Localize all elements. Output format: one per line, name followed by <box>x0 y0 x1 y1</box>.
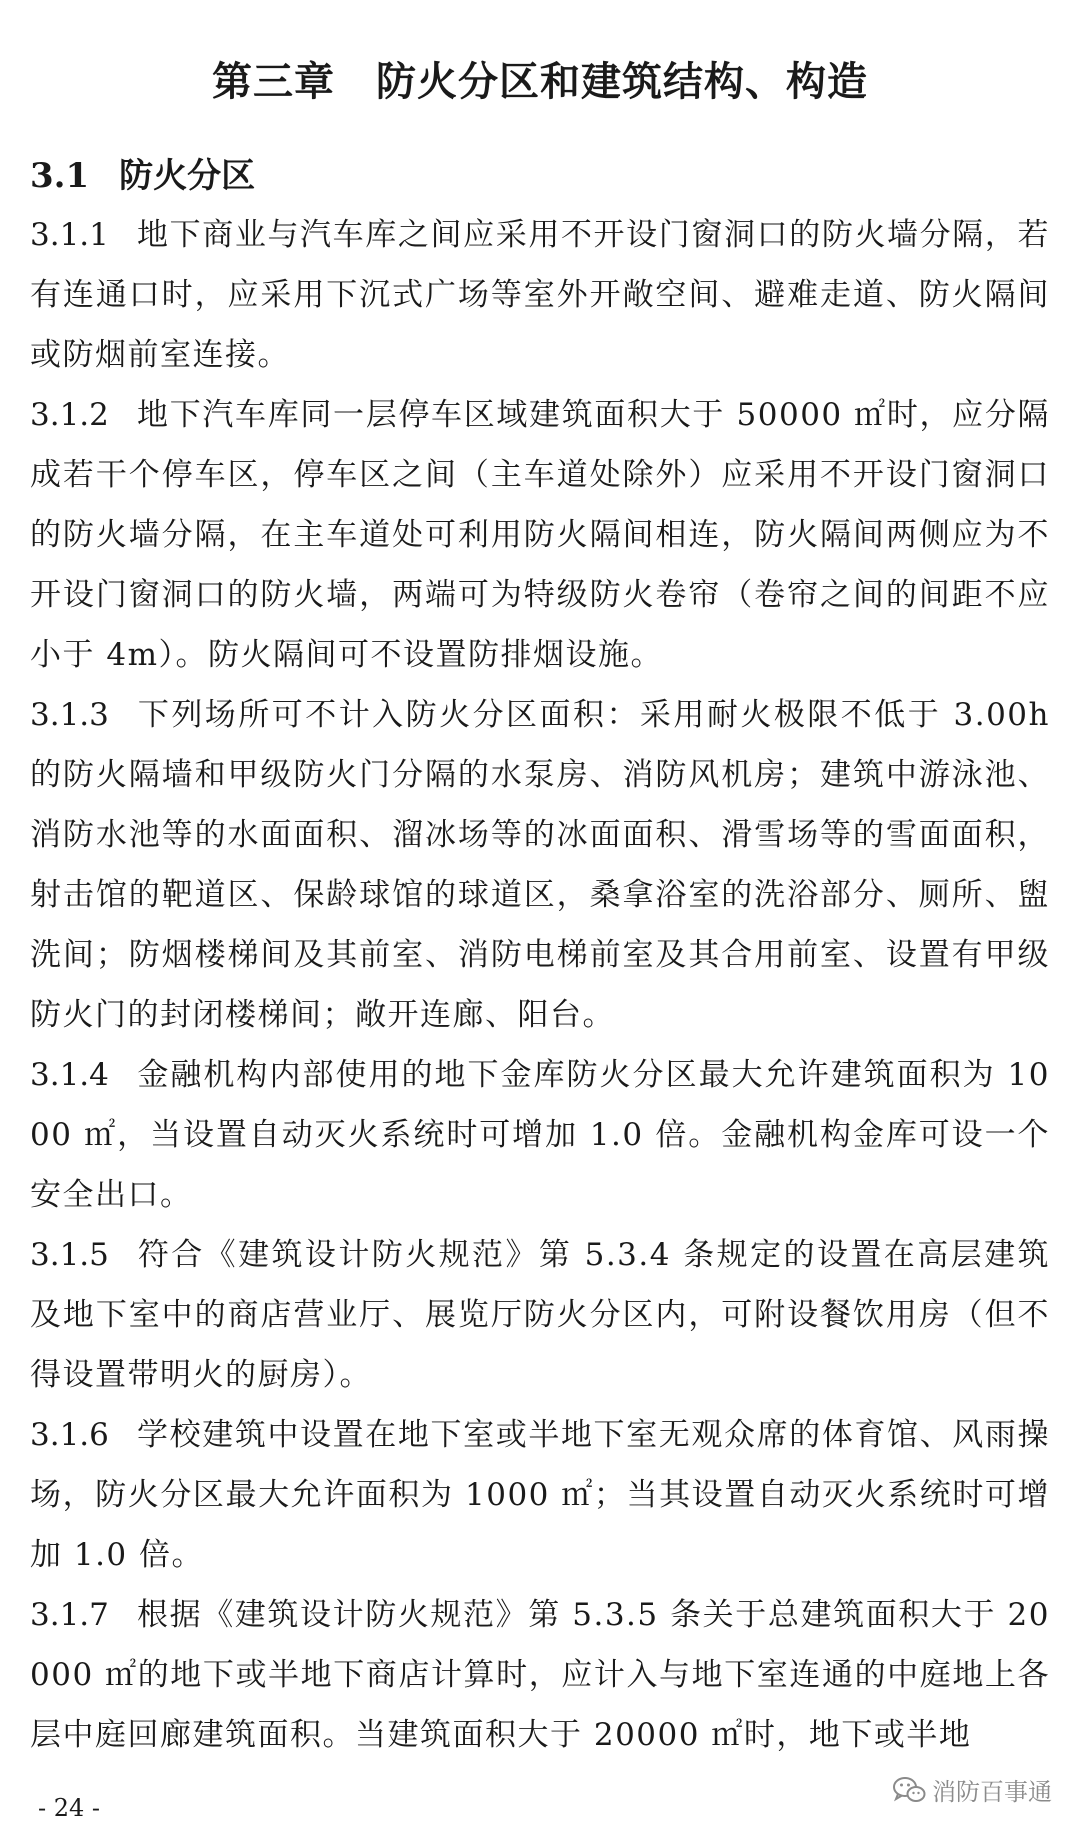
clause-3-1-1 <box>30 205 1050 385</box>
clause-number: 3.1.1 <box>30 217 109 253</box>
section-heading <box>30 148 255 197</box>
clause-number: 3.1.4 <box>30 1057 109 1093</box>
section-number: 3.1 <box>30 156 90 196</box>
clause-text: 根据《建筑设计防火规范》第 5.3.5 条关于总建筑面积大于 20000 ㎡的地下或半地下商店计算时，应计入与地下室连通的中庭地上各层中庭回廊建筑面积。当建筑面积大于 20000 ㎡时，地下或半地 <box>30 1597 1050 1753</box>
clause-text: 符合《建筑设计防火规范》第 5.3.4 条规定的设置在高层建筑及地下室中的商店营业厅、展览厅防火分区内，可附设餐饮用房（但不得设置带明火的厨房）。 <box>30 1237 1050 1393</box>
wechat-icon <box>892 1776 926 1804</box>
clause-3-1-7 <box>30 1585 1050 1765</box>
clause-3-1-5 <box>30 1225 1050 1405</box>
chapter-title: 第三章 防火分区和建筑结构、构造 <box>212 58 868 105</box>
clause-number: 3.1.6 <box>30 1417 109 1453</box>
page-number: - 24 - <box>38 1794 101 1822</box>
clause-text: 金融机构内部使用的地下金库防火分区最大允许建筑面积为 1000 ㎡，当设置自动灭火系统时可增加 1.0 倍。金融机构金库可设一个安全出口。 <box>30 1057 1050 1213</box>
clause-3-1-2 <box>30 385 1050 685</box>
clause-text: 学校建筑中设置在地下室或半地下室无观众席的体育馆、风雨操场，防火分区最大允许面积为 1000 ㎡；当其设置自动灭火系统时可增加 1.0 倍。 <box>30 1417 1050 1573</box>
clause-number: 3.1.5 <box>30 1237 109 1273</box>
clause-3-1-4 <box>30 1045 1050 1225</box>
clause-text: 地下汽车库同一层停车区域建筑面积大于 50000 ㎡时，应分隔成若干个停车区，停车区之间（主车道处除外）应采用不开设门窗洞口的防火墙分隔，在主车道处可利用防火隔间相连，防火隔间两侧应为不开设门窗洞口的防火墙，两端可为特级防火卷帘（卷帘之间的间距不应小于 4m）。防火隔间可不设置防排烟设施。 <box>30 397 1050 673</box>
clause-number: 3.1.7 <box>30 1597 109 1633</box>
clause-list <box>30 205 1050 1765</box>
watermark <box>892 1772 1052 1807</box>
clause-number: 3.1.2 <box>30 397 109 433</box>
clause-number: 3.1.3 <box>30 697 109 733</box>
section-title: 防火分区 <box>119 156 256 196</box>
clause-3-1-6 <box>30 1405 1050 1585</box>
clause-text: 地下商业与汽车库之间应采用不开设门窗洞口的防火墙分隔，若有连通口时，应采用下沉式广场等室外开敞空间、避难走道、防火隔间或防烟前室连接。 <box>30 217 1050 373</box>
clause-3-1-3 <box>30 685 1050 1045</box>
watermark-text: 消防百事通 <box>932 1778 1052 1806</box>
clause-text: 下列场所可不计入防火分区面积：采用耐火极限不低于 3.00h 的防火隔墙和甲级防火门分隔的水泵房、消防风机房；建筑中游泳池、消防水池等的水面面积、溜冰场等的冰面面积、滑雪场等的雪面面积，射击馆的靶道区、保龄球馆的球道区，桑拿浴室的洗浴部分、厕所、盥洗间；防烟楼梯间及其前室、消防电梯前室及其合用前室、设置有甲级防火门的封闭楼梯间；敞开连廊、阳台。 <box>30 697 1050 1033</box>
